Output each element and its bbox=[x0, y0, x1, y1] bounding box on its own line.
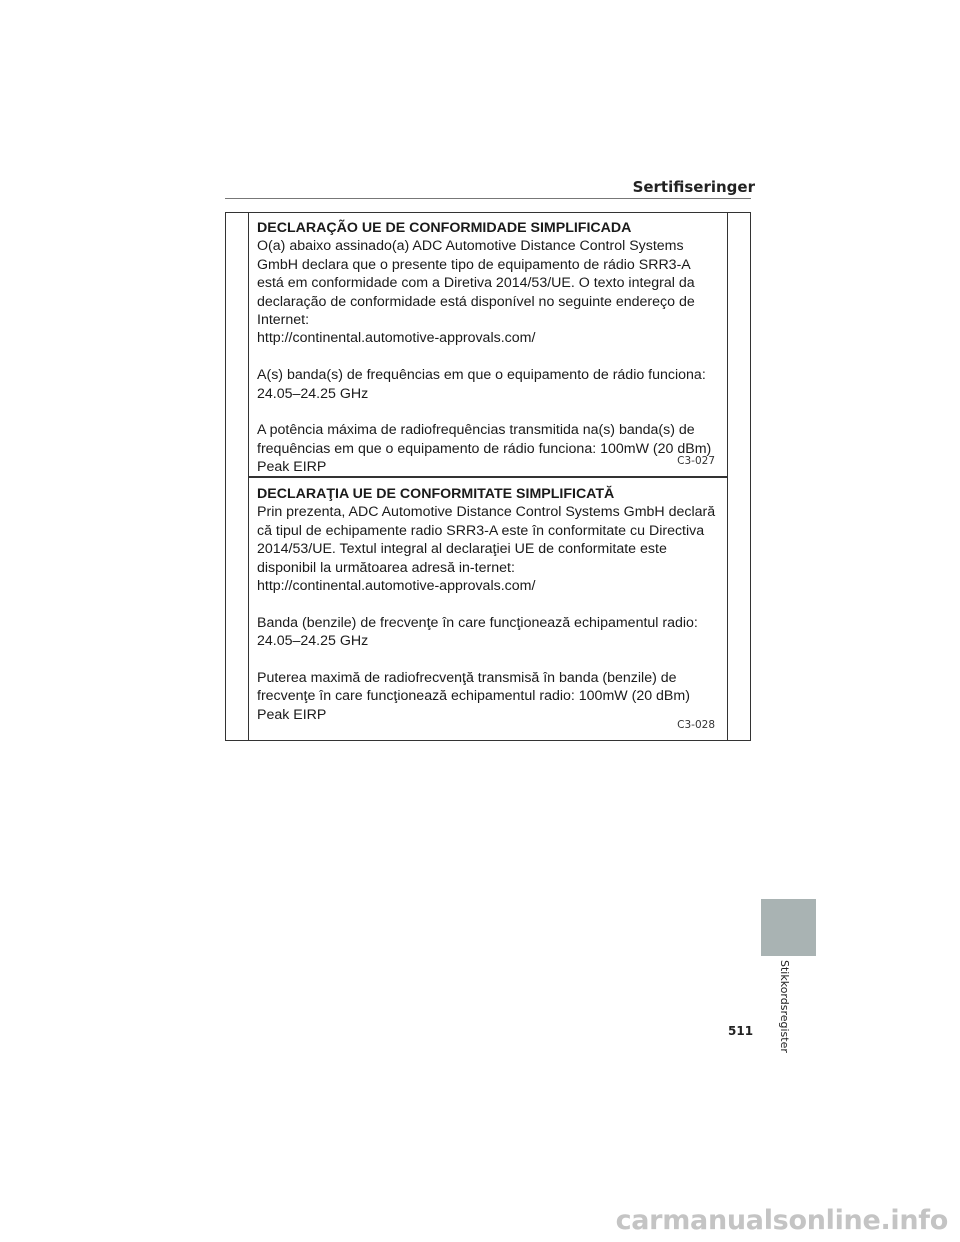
frequency-band-text: Banda (benzile) de frecvenţe în care funcţionează echipamentul radio: 24.05–24.25 GHz bbox=[257, 614, 698, 650]
header-rule bbox=[225, 198, 751, 199]
declaration-text: O(a) abaixo assinado(a) ADC Automotive Distance Control Systems GmbH declara que o presente tipo de equipamento de rádio SRR3-A está em conformidade com a Diretiva 2014/53/UE. O texto integral da declaração de conformidade está disponível no seguinte endereço de Internet: bbox=[257, 238, 695, 329]
frequency-band-text: A(s) banda(s) de frequências em que o equipamento de rádio funciona: 24.05–24.25 GHz bbox=[257, 367, 706, 402]
index-side-tab bbox=[761, 899, 816, 956]
frame-left-margin bbox=[225, 212, 249, 741]
frame-bottom-border bbox=[225, 740, 751, 741]
declaration-title: DECLARAŢIA UE DE CONFORMITATE SIMPLIFICATĂ bbox=[257, 486, 615, 502]
frame-right-margin bbox=[727, 212, 751, 741]
max-power-text: Puterea maximă de radiofrecvenţă transmisă în banda (benzile) de frecvenţe în care funcţionează echipamentul radio: 100mW (20 dBm) Peak EIRP bbox=[257, 670, 690, 723]
declaration-text: Prin prezenta, ADC Automotive Distance Control Systems GmbH declară că tipul de echipamente radio SRR3-A este în conformitate cu Directiva 2014/53/UE. Textul integral al declaraţiei UE de conformitate este disponibil la următoarea adresă in-ternet: bbox=[257, 504, 716, 576]
side-tab-label: Stikkordsregister bbox=[778, 960, 791, 1053]
section-title: Sertifiseringer bbox=[632, 178, 755, 196]
declaration-romanian bbox=[249, 479, 727, 740]
declaration-paragraph bbox=[257, 237, 719, 347]
declaration-url: http://continental.automotive-approvals.com/ bbox=[257, 578, 536, 595]
watermark: carmanualsonline.info bbox=[615, 1205, 948, 1236]
declaration-url: http://continental.automotive-approvals.com/ bbox=[257, 330, 536, 347]
figure-code: C3-028 bbox=[677, 718, 715, 731]
max-power-text: A potência máxima de radiofrequências transmitida na(s) banda(s) de frequências em que o equipamento de rádio funciona: 100mW (20 dBm) Peak EIRP bbox=[257, 422, 712, 476]
page-number: 511 bbox=[728, 1024, 754, 1038]
declaration-portuguese bbox=[249, 213, 727, 478]
declaration-title: DECLARAÇÃO UE DE CONFORMIDADE SIMPLIFICADA bbox=[257, 220, 632, 236]
figure-code: C3-027 bbox=[677, 454, 715, 467]
declaration-paragraph bbox=[257, 503, 719, 595]
